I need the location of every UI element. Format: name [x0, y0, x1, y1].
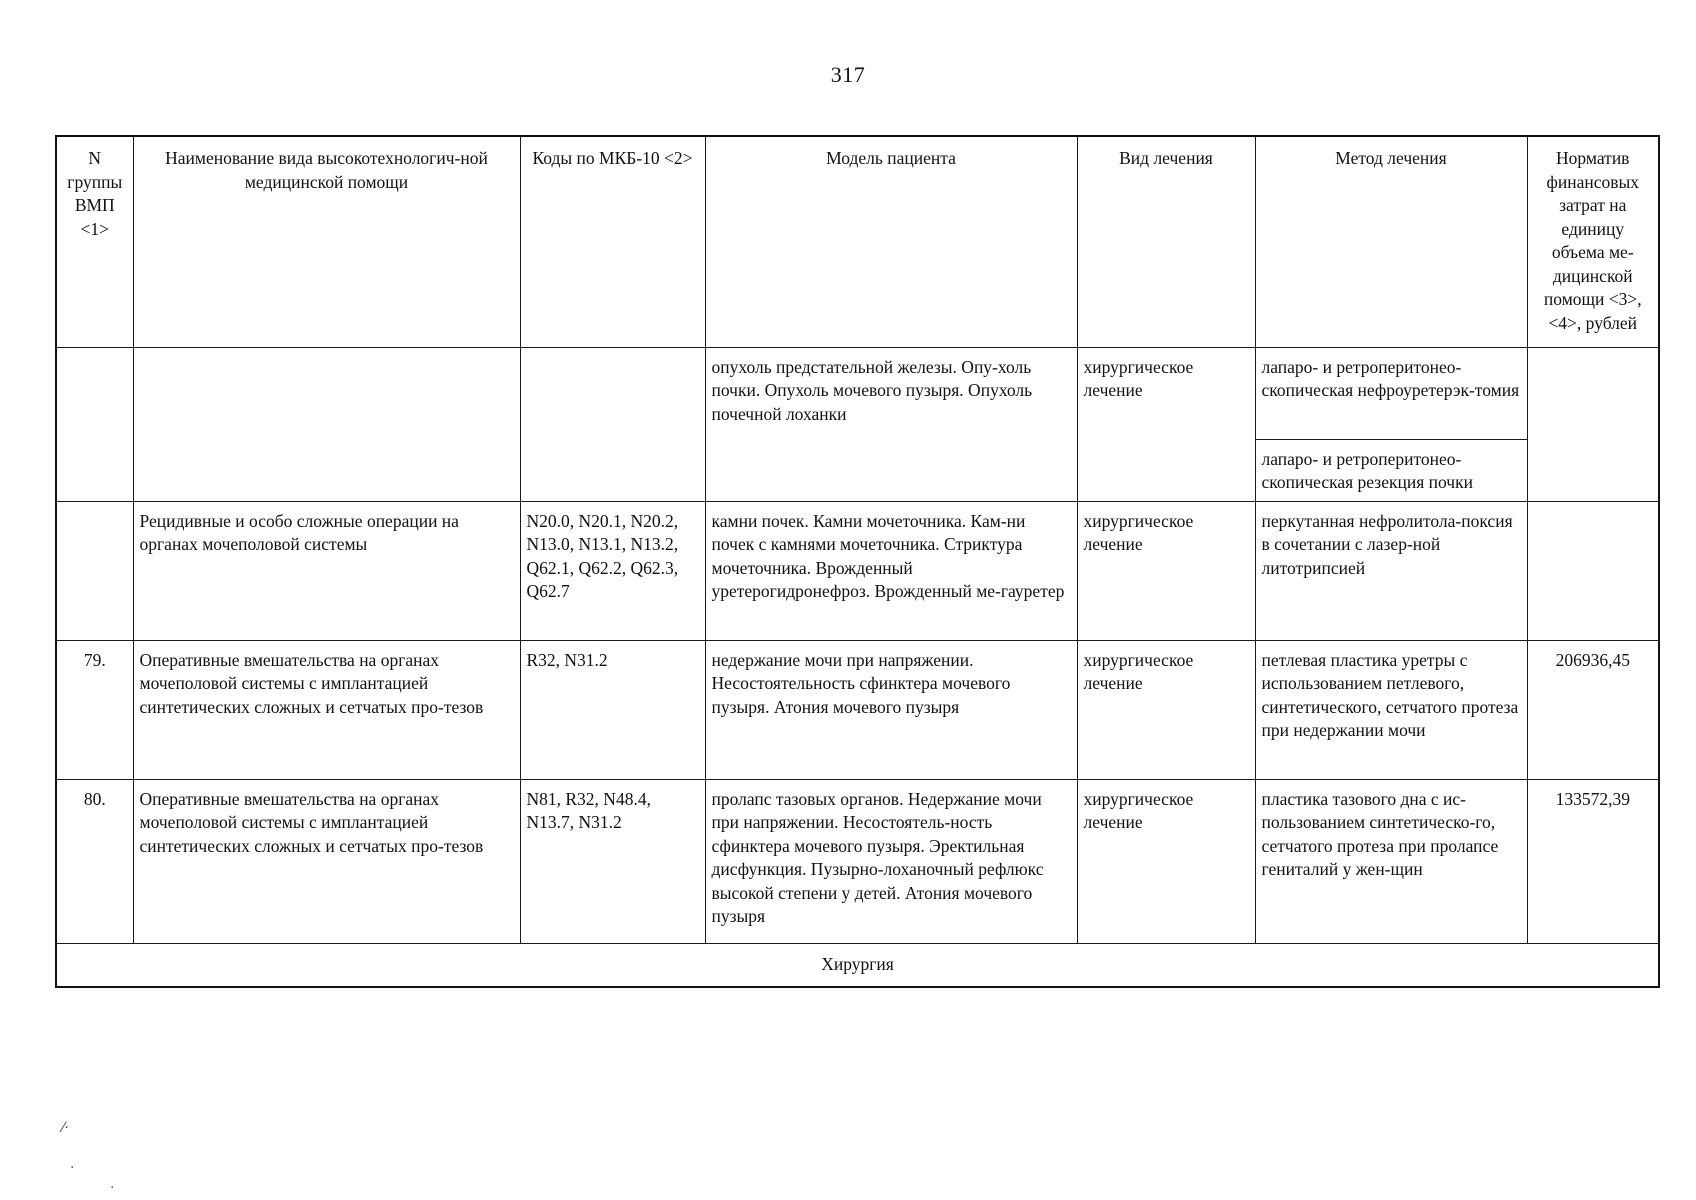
cell-treatment-type: хирургическое лечение	[1077, 501, 1255, 640]
header-cost-norm: Норматив финансовых затрат на единицу объема ме-дицинской помощи <3>, <4>, рублей	[1527, 136, 1659, 347]
cell-treatment-method: лапаро- и ретроперитонео-скопическая резекция почки	[1255, 439, 1527, 501]
cell-group-no	[56, 501, 133, 640]
scan-speck: ·	[110, 1180, 115, 1196]
cell-care-name	[133, 347, 520, 501]
medical-care-table	[55, 135, 1660, 988]
table-row	[56, 501, 1659, 640]
table-row	[56, 347, 1659, 439]
page-number: 317	[830, 62, 866, 87]
cell-icd-codes: R32, N31.2	[520, 640, 705, 779]
header-icd-codes: Коды по МКБ-10 <2>	[520, 136, 705, 347]
table-row	[56, 640, 1659, 779]
table-header-row	[56, 136, 1659, 347]
cell-group-no: 79.	[56, 640, 133, 779]
cell-patient-model: камни почек. Камни мочеточника. Кам-ни почек с камнями мочеточника. Стриктура мочеточника. Врожденный уретерогидронефроз. Врожденный ме-гауретер	[705, 501, 1077, 640]
cell-patient-model: пролапс тазовых органов. Недержание мочи при напряжении. Несостоятель-ность сфинктера мочевого пузыря. Эректильная дисфункция. Пузырно-лоханочный рефлюкс высокой степени у детей. Атония мочевого пузыря	[705, 779, 1077, 943]
scan-speck: ⁄·	[62, 1120, 69, 1136]
header-treatment-type: Вид лечения	[1077, 136, 1255, 347]
table-row	[56, 779, 1659, 943]
cell-icd-codes: N81, R32, N48.4, N13.7, N31.2	[520, 779, 705, 943]
cell-group-no: 80.	[56, 779, 133, 943]
header-patient-model: Модель пациента	[705, 136, 1077, 347]
section-title: Хирургия	[56, 943, 1659, 987]
header-group-no: N группы ВМП <1>	[56, 136, 133, 347]
cell-care-name: Рецидивные и особо сложные операции на органах мочеполовой системы	[133, 501, 520, 640]
cell-icd-codes	[520, 347, 705, 501]
section-row	[56, 943, 1659, 987]
cell-group-no	[56, 347, 133, 501]
cell-treatment-method: петлевая пластика уретры с использованием петлевого, синтетического, сетчатого протеза при недержании мочи	[1255, 640, 1527, 779]
cell-treatment-method: перкутанная нефролитола-поксия в сочетании с лазер-ной литотрипсией	[1255, 501, 1527, 640]
cell-treatment-method: пластика тазового дна с ис-пользованием синтетическо-го, сетчатого протеза при пролапсе гениталий у жен-щин	[1255, 779, 1527, 943]
cell-treatment-method: лапаро- и ретроперитонео-скопическая нефроуретерэк-томия	[1255, 347, 1527, 439]
cell-care-name: Оперативные вмешательства на органах мочеполовой системы с имплантацией синтетических сложных и сетчатых про-тезов	[133, 640, 520, 779]
header-treatment-method: Метод лечения	[1255, 136, 1527, 347]
cell-cost-norm	[1527, 347, 1659, 501]
cell-icd-codes: N20.0, N20.1, N20.2, N13.0, N13.1, N13.2, Q62.1, Q62.2, Q62.3, Q62.7	[520, 501, 705, 640]
header-care-name: Наименование вида высокотехнологич-ной медицинской помощи	[133, 136, 520, 347]
cell-patient-model: недержание мочи при напряжении. Несостоятельность сфинктера мочевого пузыря. Атония мочевого пузыря	[705, 640, 1077, 779]
cell-treatment-type: хирургическое лечение	[1077, 779, 1255, 943]
cell-patient-model: опухоль предстательной железы. Опу-холь почки. Опухоль мочевого пузыря. Опухоль почечной лоханки	[705, 347, 1077, 501]
scan-speck: ·	[70, 1160, 75, 1176]
cell-care-name: Оперативные вмешательства на органах мочеполовой системы с имплантацией синтетических сложных и сетчатых про-тезов	[133, 779, 520, 943]
cell-cost-norm: 206936,45	[1527, 640, 1659, 779]
cell-treatment-type: хирургическое лечение	[1077, 347, 1255, 501]
cell-cost-norm: 133572,39	[1527, 779, 1659, 943]
cell-treatment-type: хирургическое лечение	[1077, 640, 1255, 779]
cell-cost-norm	[1527, 501, 1659, 640]
